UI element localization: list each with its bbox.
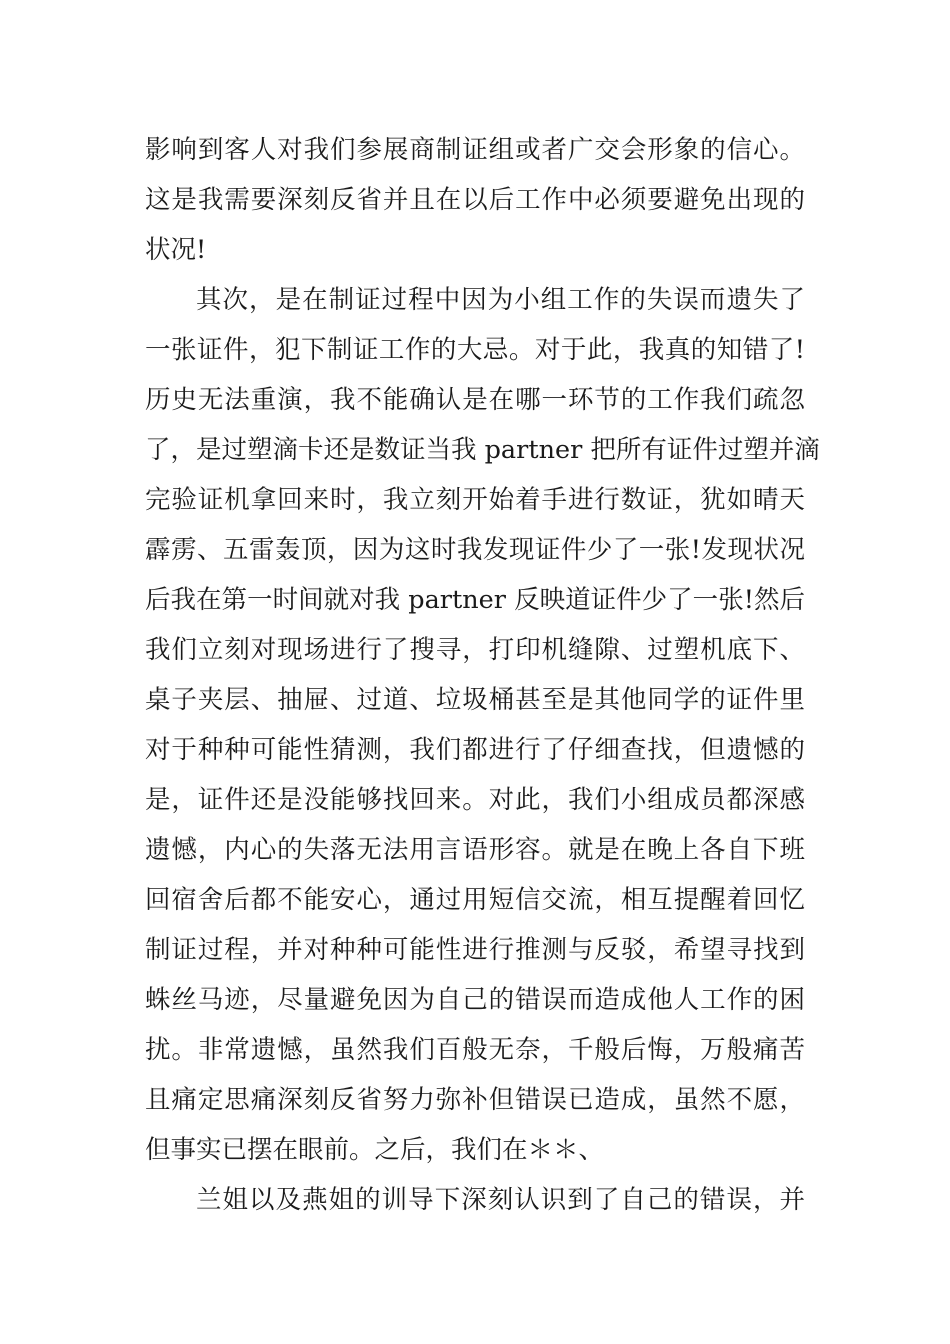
text-line: 后我在第一时间就对我 partner 反映道证件少了一张!然后 xyxy=(145,585,805,615)
text-line: 完验证机拿回来时，我立刻开始着手进行数证，犹如晴天 xyxy=(145,485,805,515)
document-body-text xyxy=(145,125,820,1225)
text-line: 一张证件，犯下制证工作的大忌。对于此，我真的知错了! xyxy=(145,335,805,365)
text-line: 但事实已摆在眼前。之后，我们在＊＊、 xyxy=(145,1135,605,1165)
text-line: 桌子夹层、抽屉、过道、垃圾桶甚至是其他同学的证件里 xyxy=(145,685,805,715)
text-line: 蛛丝马迹，尽量避免因为自己的错误而造成他人工作的困 xyxy=(145,985,805,1015)
text-line: 且痛定思痛深刻反省努力弥补但错误已造成，虽然不愿， xyxy=(145,1085,805,1115)
text-line: 历史无法重演，我不能确认是在哪一环节的工作我们疏忽 xyxy=(145,385,805,415)
text-line: 了，是过塑滴卡还是数证当我 partner 把所有证件过塑并滴 xyxy=(145,435,820,465)
text-line: 制证过程，并对种种可能性进行推测与反驳，希望寻找到 xyxy=(145,935,805,965)
paragraph-first-line: 其次，是在制证过程中因为小组工作的失误而遗失了 xyxy=(196,285,805,315)
text-line: 回宿舍后都不能安心，通过用短信交流，相互提醒着回忆 xyxy=(145,885,805,915)
text-line: 影响到客人对我们参展商制证组或者广交会形象的信心。 xyxy=(145,135,805,165)
text-line: 我们立刻对现场进行了搜寻，打印机缝隙、过塑机底下、 xyxy=(145,635,805,665)
text-line: 是，证件还是没能够找回来。对此，我们小组成员都深感 xyxy=(145,785,805,815)
text-line: 霹雳、五雷轰顶，因为这时我发现证件少了一张!发现状况 xyxy=(145,535,805,565)
text-line: 对于种种可能性猜测，我们都进行了仔细查找，但遗憾的 xyxy=(145,735,805,765)
text-line: 遗憾，内心的失落无法用言语形容。就是在晚上各自下班 xyxy=(145,835,805,865)
text-line: 状况! xyxy=(145,235,207,265)
text-line: 扰。非常遗憾，虽然我们百般无奈，千般后悔，万般痛苦 xyxy=(145,1035,805,1065)
text-line: 这是我需要深刻反省并且在以后工作中必须要避免出现的 xyxy=(145,185,805,215)
paragraph-first-line: 兰姐以及燕姐的训导下深刻认识到了自己的错误，并 xyxy=(196,1185,805,1215)
